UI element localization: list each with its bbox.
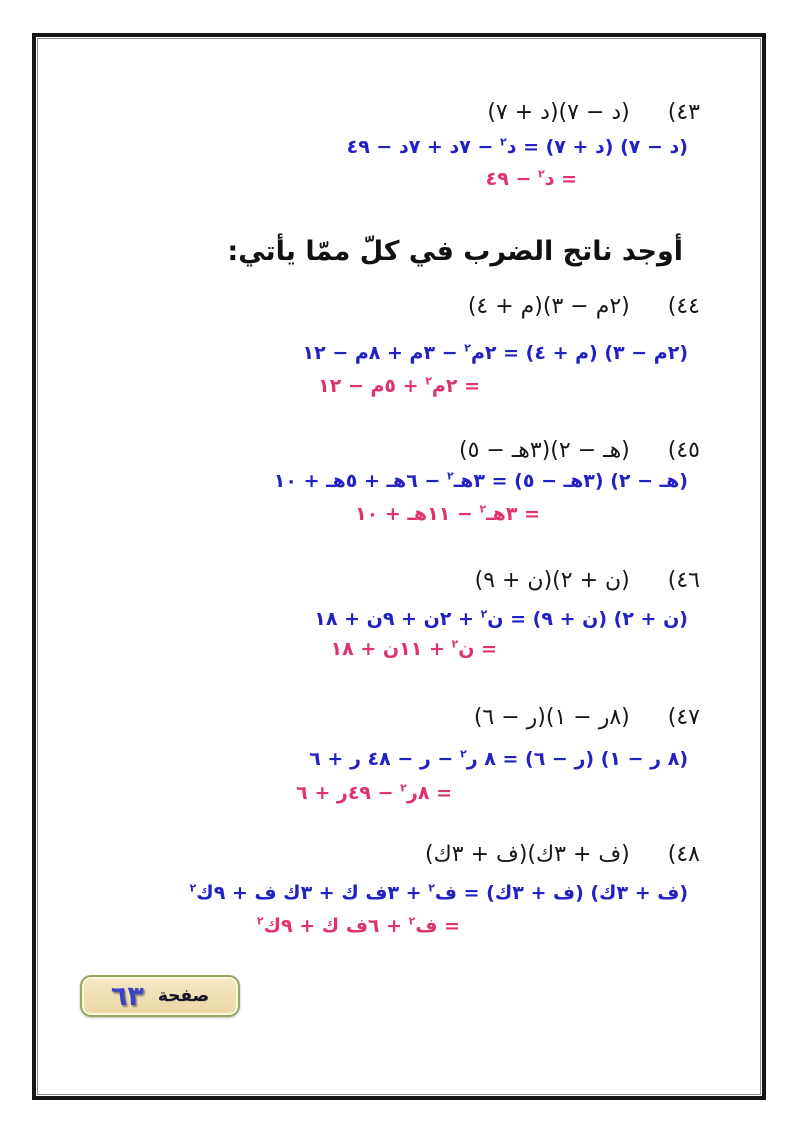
section-heading: أوجد ناتج الضرب في كلّ ممّا يأتي: [227,236,683,267]
page-number-badge [80,975,240,1017]
problem-43-answer-line: = د$^٢$ − ٤٩ [485,167,577,190]
problem-46-answer-line: = ن$^٢$ + ١١ن + ١٨ [330,637,497,660]
problem-44-answer-line: = ٢م$^٢$ + ٥م − ١٢ [318,374,480,397]
problem-48-work-line: (ف + ٣ك) (ف + ٣ك) = ف$^٢$ + ٣ف ك + ٣ك ف + ٩ك$^٢$ [189,881,688,904]
problem-47-expression: (٨ر − ١)(ر − ٦) [473,705,630,730]
problem-45-work-line: (هـ − ٢) (٣هـ − ٥) = ٣هـ$^٢$ − ٦هـ + ٥هـ + ١٠ [273,469,688,492]
problem-43-number: ٤٣) [667,100,700,125]
problem-45-answer-line: = ٣هـ$^٢$ − ١١هـ + ١٠ [355,502,540,525]
page-badge-label: صفحة [157,986,210,1006]
problem-43-work-line: (د − ٧) (د + ٧) = د$^٢$ − ٧د + ٧د − ٤٩ [346,135,688,158]
problem-44-expression: (٢م − ٣)(م + ٤) [467,294,630,319]
problem-44-number: ٤٤) [667,294,700,319]
problem-46-header [475,568,700,593]
problem-44-work-line: (٢م − ٣) (م + ٤) = ٢م$^٢$ − ٣م + ٨م − ١٢ [302,341,688,364]
problem-46-expression: (ن + ٢)(ن + ٩) [474,568,630,593]
problem-47-answer-line: = ٨ر$^٢$ − ٤٩ر + ٦ [296,781,452,804]
problem-48-number: ٤٨) [667,842,700,867]
page-border-frame [32,33,766,1100]
problem-43-header [487,100,700,125]
problem-47-header [474,705,700,730]
problem-48-answer-line: = ف$^٢$ + ٦ف ك + ٩ك$^٢$ [256,914,460,937]
problem-47-number: ٤٧) [667,705,700,730]
problem-46-work-line: (ن + ٢) (ن + ٩) = ن$^٢$ + ٢ن + ٩ن + ١٨ [314,607,688,630]
problem-45-expression: (هـ − ٢)(٣هـ − ٥) [458,438,630,463]
problem-45-number: ٤٥) [667,438,700,463]
problem-43-expression: (د − ٧)(د + ٧) [487,100,630,125]
problem-48-header [425,842,700,867]
problem-45-header [459,438,700,463]
page-badge-number: ٦٣ [110,980,144,1012]
problem-48-expression: (ف + ٣ك)(ف + ٣ك) [425,842,630,867]
problem-47-work-line: (٨ ر − ١) (ر − ٦) = ٨ ر$^٢$ − ر − ٤٨ ر + ٦ [309,747,688,770]
problem-44-header [468,294,700,319]
problem-46-number: ٤٦) [667,568,700,593]
